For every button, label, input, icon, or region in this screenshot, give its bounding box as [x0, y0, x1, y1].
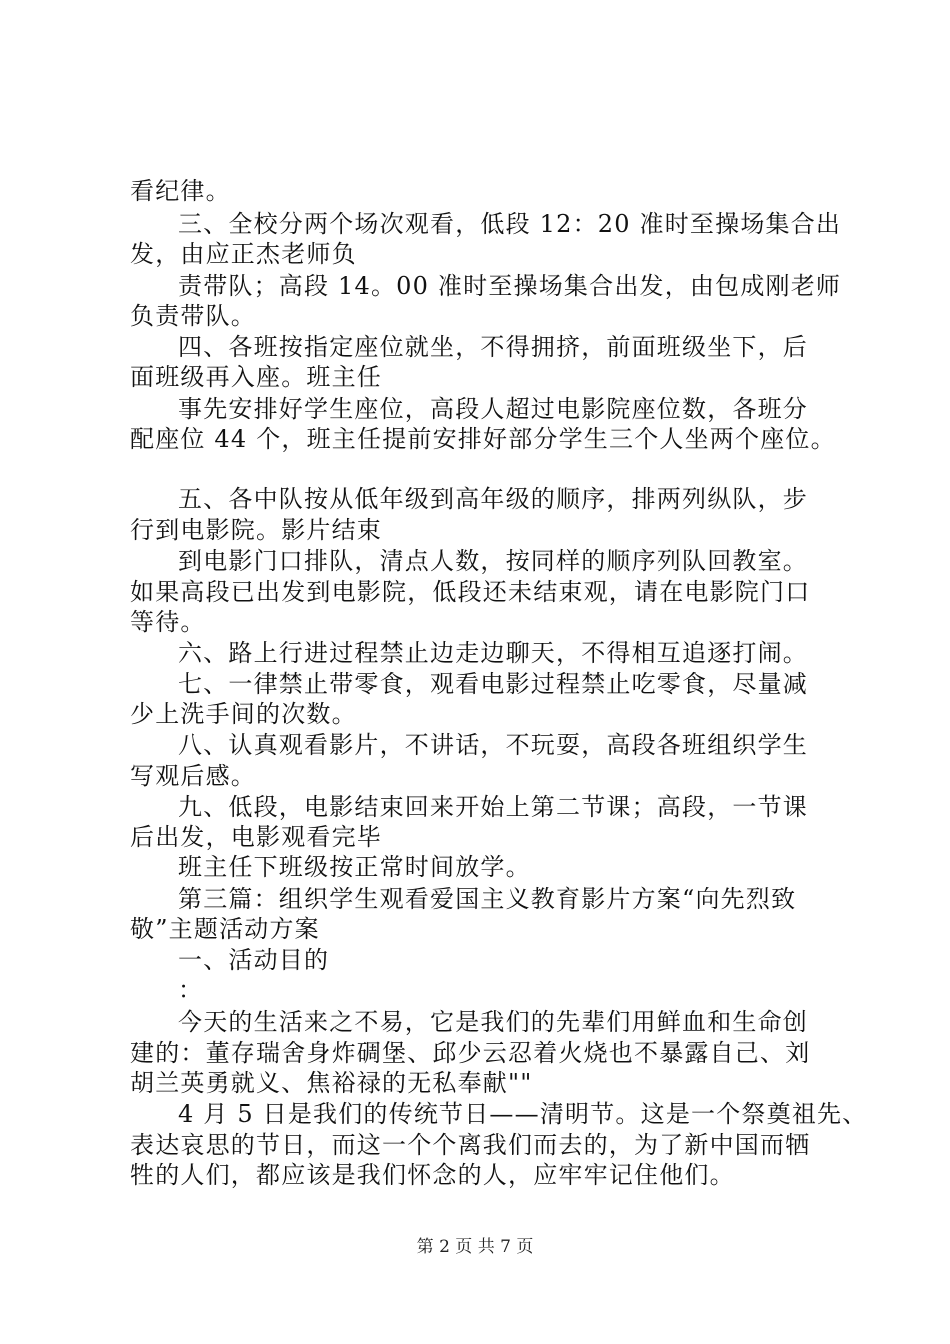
- text-line: 表达哀思的节日，而这一个个离我们而去的，为了新中国而牺: [130, 1131, 811, 1159]
- text-line: 少上洗手间的次数。: [130, 700, 357, 728]
- text-line: 八、认真观看影片，不讲话，不玩耍，高段各班组织学生: [178, 731, 808, 759]
- text-line: 胡兰英勇就义、焦裕禄的无私奉献"": [130, 1069, 533, 1097]
- text-line: 4 月 5 日是我们的传统节日——清明节。这是一个祭奠祖先、: [178, 1100, 868, 1128]
- text-line: ：: [178, 976, 204, 1004]
- text-line: 负责带队。: [130, 302, 256, 330]
- text-line: 事先安排好学生座位，高段人超过电影院座位数，各班分: [178, 395, 808, 423]
- text-line: 三、全校分两个场次观看，低段 12：20 准时至操场集合出: [178, 210, 842, 238]
- text-line: 建的：董存瑞舍身炸碉堡、邱少云忍着火烧也不暴露自己、刘: [130, 1039, 811, 1067]
- text-line: 到电影门口排队，清点人数，按同样的顺序列队回教室。: [178, 547, 808, 575]
- text-line: 写观后感。: [130, 762, 256, 790]
- text-line: 今天的生活来之不易，它是我们的先辈们用鲜血和生命创: [178, 1008, 808, 1036]
- text-line: 后出发，电影观看完毕: [130, 823, 382, 851]
- subsection-heading: 一、活动目的: [178, 946, 330, 974]
- text-line: 九、低段，电影结束回来开始上第二节课；高段，一节课: [178, 793, 808, 821]
- section-heading: 第三篇：组织学生观看爱国主义教育影片方案“向先烈致: [178, 885, 797, 913]
- text-line: 七、一律禁止带零食，观看电影过程禁止吃零食，尽量减: [178, 670, 808, 698]
- page-number-footer: 第 2 页 共 7 页: [416, 1237, 534, 1257]
- text-line: 等待。: [130, 608, 206, 636]
- text-line: 六、路上行进过程禁止边走边聊天，不得相互追逐打闹。: [178, 639, 808, 667]
- text-line: 如果高段已出发到电影院，低段还未结束观，请在电影院门口: [130, 578, 811, 606]
- text-line: 责带队；高段 14。00 准时至操场集合出发，由包成刚老师: [178, 272, 842, 300]
- text-line: 五、各中队按从低年级到高年级的顺序，排两列纵队，步: [178, 485, 808, 513]
- text-line: 配座位 44 个，班主任提前安排好部分学生三个人坐两个座位。: [130, 425, 836, 453]
- text-line: 班主任下班级按正常时间放学。: [178, 853, 531, 881]
- text-line: 牲的人们，都应该是我们怀念的人，应牢牢记住他们。: [130, 1161, 735, 1189]
- text-line: 面班级再入座。班主任: [130, 363, 382, 391]
- text-line: 发，由应正杰老师负: [130, 240, 357, 268]
- text-line: 看纪律。: [130, 177, 231, 205]
- text-line: 行到电影院。影片结束: [130, 516, 382, 544]
- section-heading: 敬”主题活动方案: [130, 915, 320, 943]
- text-line: 四、各班按指定座位就坐，不得拥挤，前面班级坐下，后: [178, 333, 808, 361]
